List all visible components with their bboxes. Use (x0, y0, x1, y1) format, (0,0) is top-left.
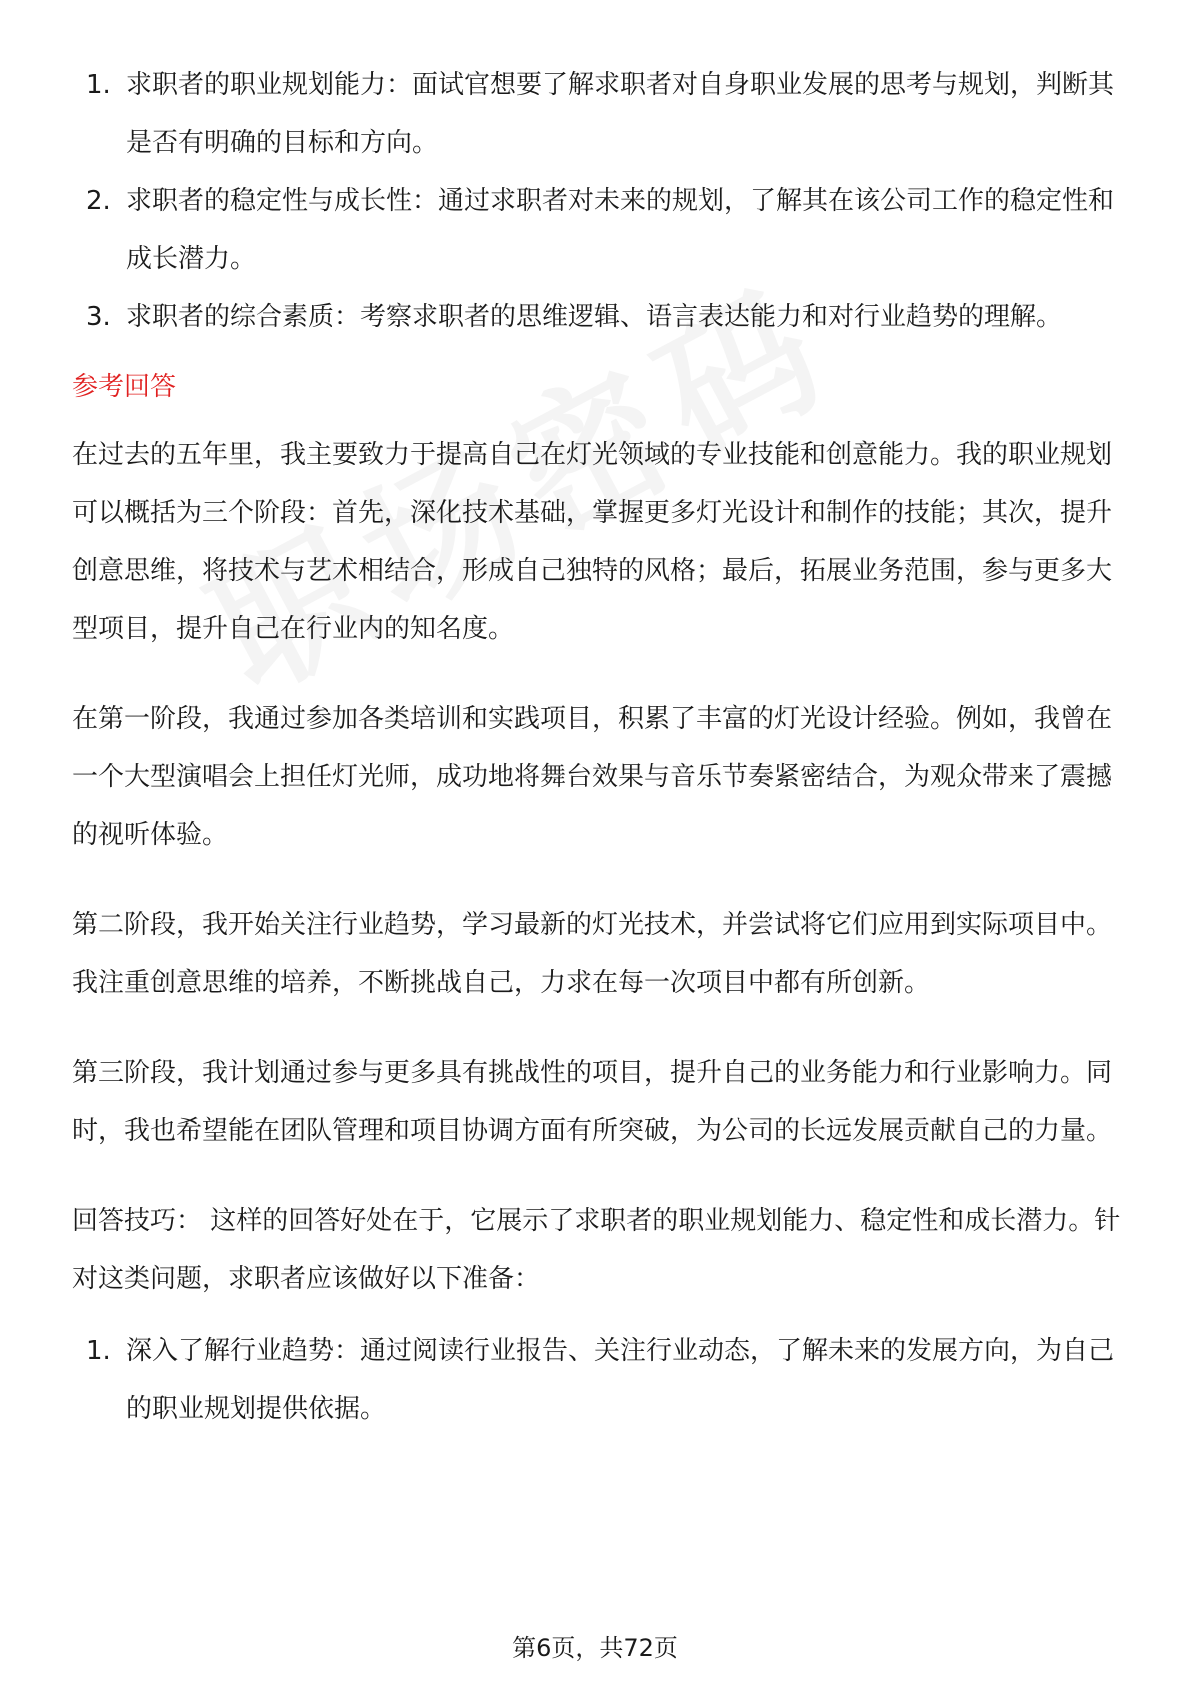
list-item-text: 深入了解行业趋势：通过阅读行业报告、关注行业动态，了解未来的发展方向，为自己的职业规划提供依据。 (126, 1336, 1115, 1424)
page-number: 第6页，共72页 (512, 1634, 678, 1662)
list-number: 3. (86, 302, 111, 332)
paragraph: 第三阶段，我计划通过参与更多具有挑战性的项目，提升自己的业务能力和行业影响力。同时，我也希望能在团队管理和项目协调方面有所突破，为公司的长远发展贡献自己的力量。 (72, 1058, 1113, 1146)
list-number: 2. (86, 186, 111, 216)
list-item (72, 56, 1122, 172)
list-item (72, 172, 1122, 288)
list-item (72, 288, 1122, 346)
section-title: 参考回答 (72, 372, 177, 402)
paragraph: 第二阶段，我开始关注行业趋势，学习最新的灯光技术，并尝试将它们应用到实际项目中。我注重创意思维的培养，不断挑战自己，力求在每一次项目中都有所创新。 (72, 910, 1113, 998)
preparation-list (72, 1322, 1122, 1438)
list-item-text: 求职者的稳定性与成长性：通过求职者对未来的规划，了解其在该公司工作的稳定性和成长潜力。 (126, 186, 1115, 274)
list-number: 1. (86, 1336, 111, 1366)
paragraph: 在过去的五年里，我主要致力于提高自己在灯光领域的专业技能和创意能力。我的职业规划可以概括为三个阶段：首先，深化技术基础，掌握更多灯光设计和制作的技能；其次，提升创意思维，将技术与艺术相结合，形成自己独特的风格；最后，拓展业务范围，参与更多大型项目，提升自己在行业内的知名度。 (72, 440, 1113, 644)
criteria-list (72, 56, 1122, 346)
paragraph: 在第一阶段，我通过参加各类培训和实践项目，积累了丰富的灯光设计经验。例如，我曾在一个大型演唱会上担任灯光师，成功地将舞台效果与音乐节奏紧密结合，为观众带来了震撼的视听体验。 (72, 704, 1113, 850)
list-item (72, 1322, 1122, 1438)
list-item-text: 求职者的职业规划能力：面试官想要了解求职者对自身职业发展的思考与规划，判断其是否有明确的目标和方向。 (126, 70, 1115, 158)
list-number: 1. (86, 70, 111, 100)
page-content (72, 56, 1122, 1438)
paragraph: 回答技巧： 这样的回答好处在于，它展示了求职者的职业规划能力、稳定性和成长潜力。针对这类问题，求职者应该做好以下准备： (72, 1206, 1121, 1294)
list-item-text: 求职者的综合素质：考察求职者的思维逻辑、语言表达能力和对行业趋势的理解。 (126, 302, 1063, 332)
